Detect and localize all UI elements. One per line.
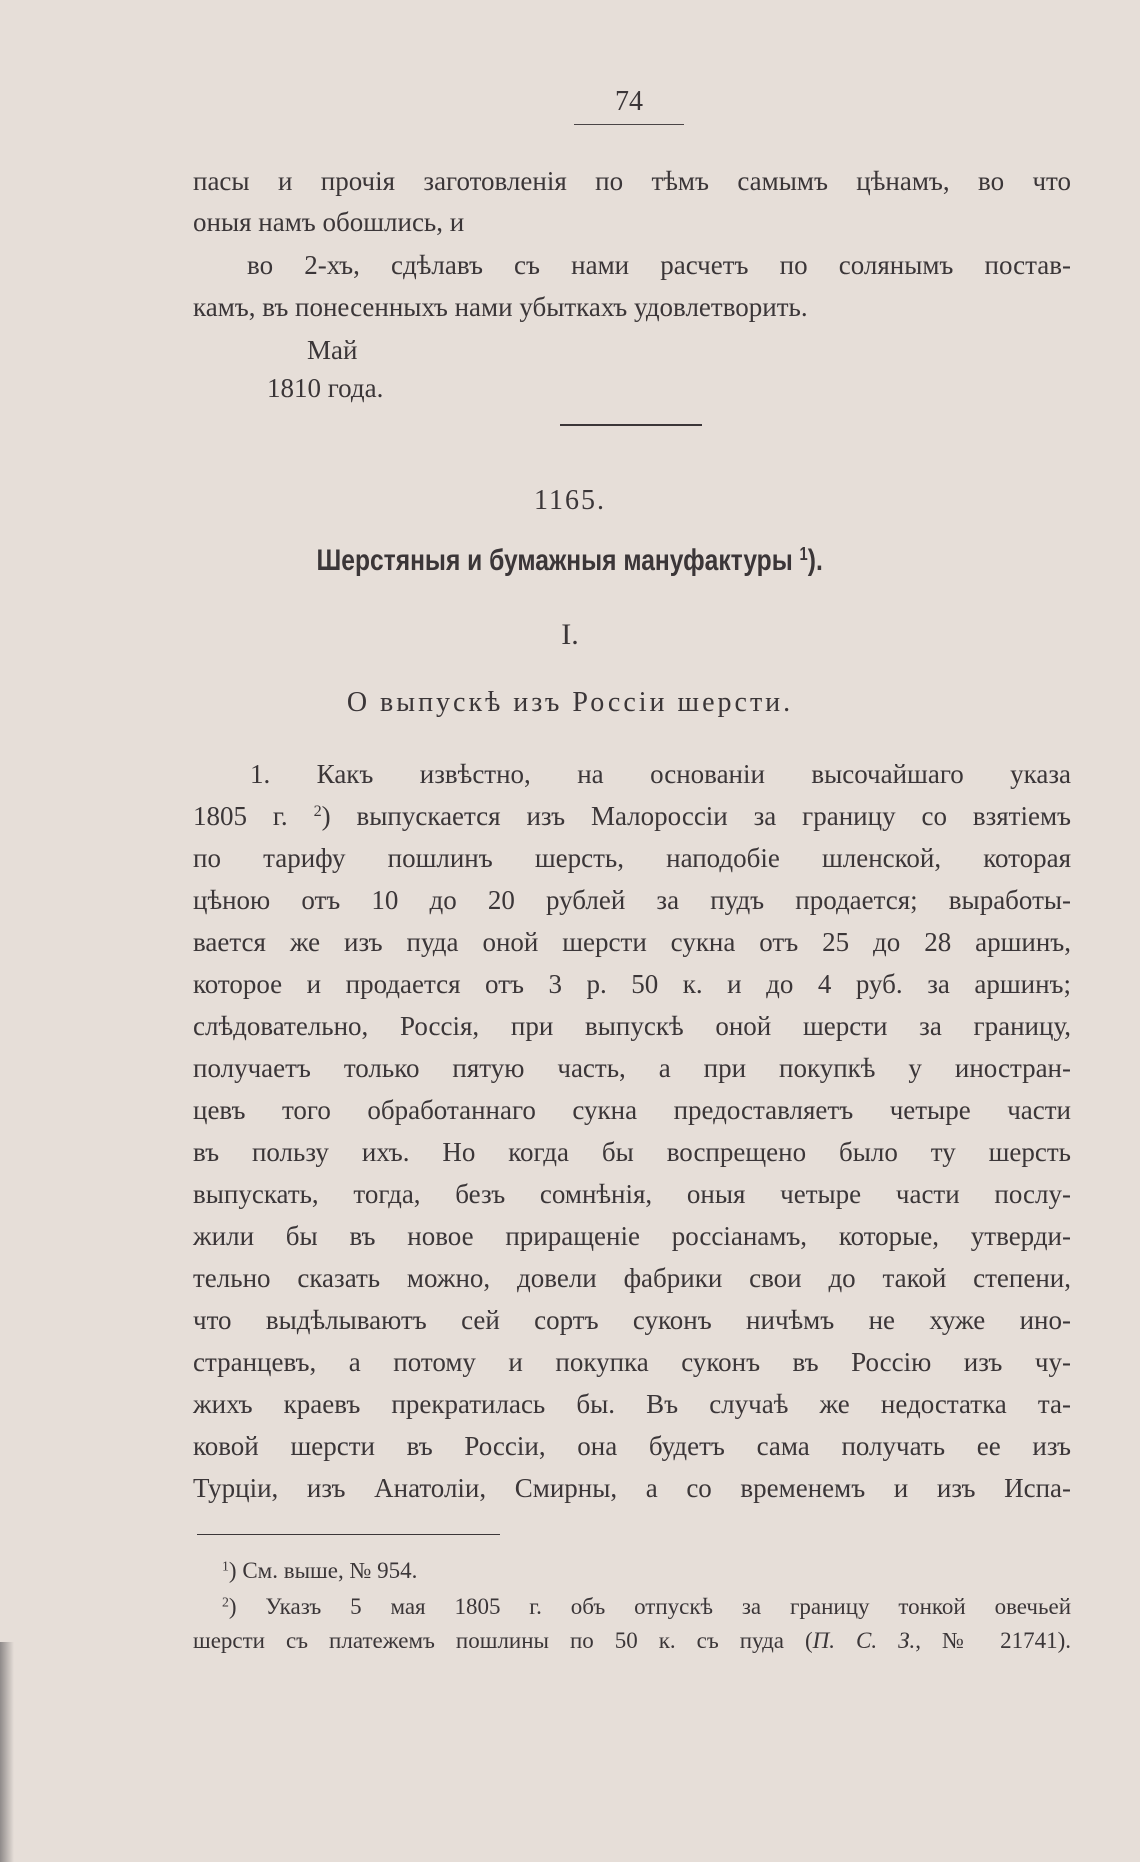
text-line: въ пользу ихъ. Но когда бы воспрещено было ту шерсть	[193, 1137, 1071, 1167]
text-line: Турціи, изъ Анатоліи, Смирны, а со временемъ и изъ Испа-	[193, 1473, 1071, 1503]
section-title-text: Шерстяныя и бумажныя мануфактуры	[316, 544, 794, 577]
text-line: выпускать, тогда, безъ сомнѣнія, оныя четыре части послу-	[193, 1179, 1071, 1209]
section-title-end: ).	[808, 544, 824, 577]
text-line: цѣною отъ 10 до 20 рублей за пудъ продается; выработы-	[193, 885, 1071, 915]
text-line: оныя намъ обошлись, и	[193, 207, 465, 237]
text-line: цевъ того обработаннаго сукна предоставляетъ четыре части	[193, 1095, 1071, 1125]
text-line: жихъ краевъ прекратилась бы. Въ случаѣ же недостатка та-	[193, 1389, 1071, 1419]
text-line: жили бы въ новое приращеніе россіанамъ, которые, утверди-	[193, 1221, 1071, 1251]
footnote-ref: 1	[799, 544, 809, 565]
text-line: 1805 г. $^2$) выпускается изъ Малороссіи за границу со взятіемъ	[193, 801, 1072, 831]
text-line: слѣдовательно, Россія, при выпускѣ оной шерсти за границу,	[193, 1011, 1071, 1041]
subsection-heading: О выпускѣ изъ Россіи шерсти.	[346, 687, 794, 718]
text-line: вается же изъ пуда оной шерсти сукна отъ 25 до 28 аршинъ,	[193, 927, 1071, 957]
text-line: 1. Какъ извѣстно, на основаніи высочайшаго указа	[250, 759, 1071, 789]
section-title	[0, 544, 1140, 578]
date-month: Май	[307, 335, 358, 365]
text-line: ковой шерсти въ Россіи, она будетъ сама получать ее изъ	[193, 1431, 1071, 1461]
section-divider	[560, 424, 702, 426]
document-number: 1165.	[534, 485, 606, 516]
text-line: странцевъ, а потому и покупка суконъ въ Россію изъ чу-	[193, 1347, 1071, 1377]
footnote-2-continued: шерсти съ платежемъ пошлины по 50 к. съ пуда (П. С. З., № 21741).	[193, 1628, 1072, 1653]
text-line: во 2-хъ, сдѣлавъ съ нами расчетъ по солянымъ постав-	[247, 250, 1071, 280]
part-numeral: I.	[561, 618, 579, 651]
footnote-2: $^2$) Указъ 5 мая 1805 г. объ отпускѣ за границу тонкой овечьей	[222, 1594, 1071, 1619]
source-abbreviation: П. С. З.	[812, 1628, 916, 1653]
footnote-1: $^1$) См. выше, № 954.	[222, 1558, 418, 1583]
date-year: 1810 года.	[267, 373, 384, 403]
text-line: камъ, въ понесенныхъ нами убыткахъ удовлетворить.	[193, 292, 808, 322]
footnote-ref: 2	[313, 802, 322, 821]
page-edge-shadow	[0, 1642, 14, 1862]
footnote-divider	[197, 1534, 500, 1535]
text-line: которое и продается отъ 3 р. 50 к. и до 4 руб. за аршинъ;	[193, 969, 1071, 999]
text-line: что выдѣлываютъ сей сортъ суконъ ничѣмъ не хуже ино-	[193, 1305, 1071, 1335]
text-line: пасы и прочія заготовленія по тѣмъ самымъ цѣнамъ, во что	[193, 166, 1071, 196]
page-number: 74	[574, 86, 684, 125]
text-line: получаетъ только пятую часть, а при покупкѣ у иностран-	[193, 1053, 1071, 1083]
text-line: по тарифу пошлинъ шерсть, наподобіе шленской, которая	[193, 843, 1071, 873]
text-line: тельно сказать можно, довели фабрики свои до такой степени,	[193, 1263, 1071, 1293]
